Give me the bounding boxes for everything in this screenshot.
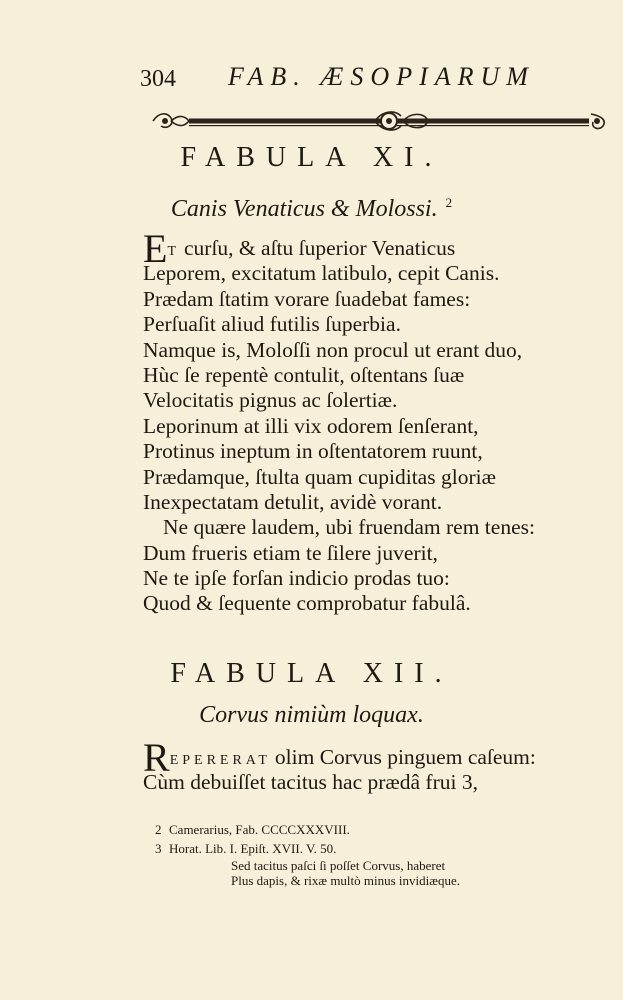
verse-line: Protinus ineptum in oſtentatorem ruunt, xyxy=(143,439,483,464)
moral-line: Dum frueris etiam te ſilere juverit, xyxy=(143,540,438,565)
moral-line: Ne quære laudem, ubi fruendam rem tenes: xyxy=(163,515,535,540)
verse-line: Perſuaſit aliud futilis ſuperbia. xyxy=(143,312,401,337)
footnote-quote-line: Sed tacitus paſci ſi poſſet Corvus, haberet xyxy=(231,858,446,873)
verse-line: Inexpectatam detulit, avidè vorant. xyxy=(143,489,443,514)
footnote xyxy=(155,839,575,858)
fable-11-title: FABULA XI. xyxy=(180,142,443,173)
fable-12-verse xyxy=(143,735,573,796)
decorative-rule-ornament xyxy=(145,104,615,138)
running-title: FAB. ÆSOPIARUM xyxy=(228,62,535,91)
fable-12-title: FABULA XII. xyxy=(170,658,453,689)
small-caps-text: EPERERAT xyxy=(169,753,271,768)
verse-line: Prædam ſtatim vorare ſuadebat fames: xyxy=(143,286,471,311)
moral-line: Ne te ipſe forſan indicio prodas tuo: xyxy=(143,566,450,591)
moral-line: Quod & ſequente comprobatur fabulâ. xyxy=(143,591,471,616)
verse-line: Cùm debuiſſet tacitus hac prædâ frui 3, xyxy=(143,770,478,795)
verse-line xyxy=(143,226,573,271)
page-number: 304 xyxy=(140,66,176,92)
footnote-text: Camerarius, Fab. CCCCXXXVIII. xyxy=(169,822,350,837)
verse-line xyxy=(143,735,573,780)
verse-line: Velocitatis pignus ac ſolertiæ. xyxy=(143,388,398,413)
verse-line: Prædamque, ſtulta quam cupiditas gloriæ xyxy=(143,464,496,489)
footnote-ref-2: 2 xyxy=(445,195,453,210)
footnote-text: Horat. Lib. I. Epiſt. XVII. V. 50. xyxy=(169,841,337,856)
verse-line: Leporem, excitatum latibulo, cepit Canis. xyxy=(143,261,500,286)
fable-12-subtitle: Corvus nimiùm loquax. xyxy=(199,702,424,728)
fable-11-subtitle xyxy=(0,195,623,223)
page-header xyxy=(140,60,540,100)
first-line-text: olim Corvus pinguem caſeum: xyxy=(274,745,536,769)
drop-cap: E xyxy=(143,226,168,271)
footnote xyxy=(155,820,575,839)
verse-line: Namque is, Moloſſi non procul ut erant duo, xyxy=(143,337,523,362)
footnote-quote-line: Plus dapis, & rixæ multò minus invidiæque. xyxy=(231,873,460,888)
fable-11-subtitle-text: Canis Venaticus & Molossi. xyxy=(170,196,438,222)
footnote-number: 3 xyxy=(155,841,162,856)
small-caps-text: T xyxy=(167,244,180,259)
fable-11-verse xyxy=(143,226,573,617)
footnote-number: 2 xyxy=(155,822,162,837)
drop-cap: R xyxy=(143,735,170,780)
footnotes xyxy=(155,820,575,888)
first-line-text: curſu, & aſtu ſuperior Venaticus xyxy=(184,236,456,260)
verse-line: Leporinum at illi vix odorem ſenſerant, xyxy=(143,413,479,438)
verse-line: Hùc ſe repentè contulit, oſtentans ſuæ xyxy=(143,362,465,387)
